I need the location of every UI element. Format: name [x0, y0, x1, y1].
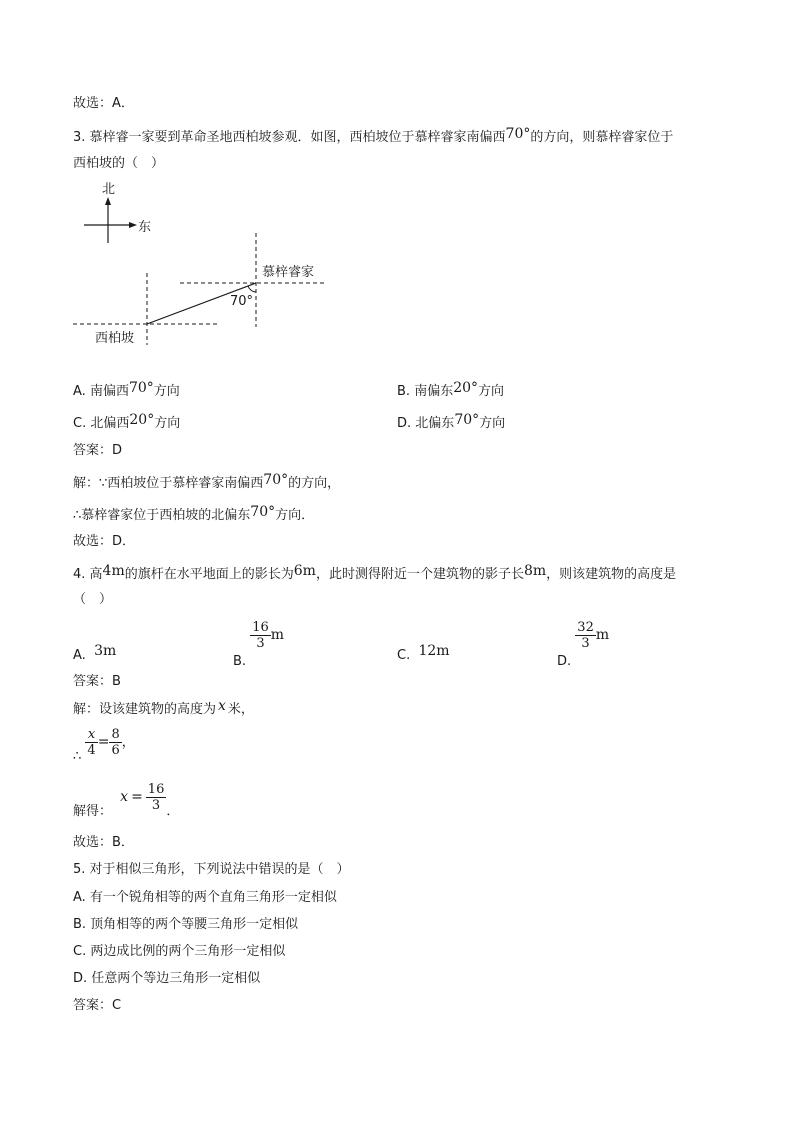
option-angle: 20°	[129, 412, 155, 428]
fraction-denominator: 6	[111, 743, 120, 758]
pole-height: 4m	[102, 563, 125, 579]
left-fraction	[85, 727, 97, 758]
east-label: 东	[138, 220, 152, 235]
fraction-denominator: 3	[146, 797, 167, 813]
fraction-numerator: x	[87, 727, 96, 742]
q4-option-c	[397, 643, 450, 665]
fraction-denominator: 3	[250, 635, 271, 651]
solution-text: 解：∵西柏坡位于慕梓睿家南偏西	[73, 476, 264, 491]
period: ．	[166, 804, 180, 819]
q4-option-a	[73, 643, 117, 665]
q3-stem-text-a: 3. 慕梓睿一家要到革命圣地西柏坡参观．如图，西柏坡位于慕梓睿家南偏西	[73, 130, 506, 145]
fraction-numerator: 16	[252, 620, 269, 635]
q3-option-d	[397, 414, 505, 433]
q5-option-c: C. 两边成比例的两个三角形一定相似	[73, 944, 286, 959]
option-angle: 70°	[128, 380, 154, 396]
solve-variable: x	[120, 789, 129, 805]
stem-text: 4. 高	[73, 567, 103, 582]
stem-text: ，此时测得附近一个建筑物的影子长	[315, 567, 524, 582]
q4-answer: 答案：B	[73, 674, 121, 689]
option-letter: D.	[557, 654, 572, 669]
q5-option-d: D. 任意两个等边三角形一定相似	[73, 971, 261, 986]
option-unit: m	[595, 627, 610, 643]
option-angle: 70°	[454, 412, 480, 428]
option-text: 方向	[154, 416, 181, 431]
option-letter: A.	[73, 648, 86, 663]
q5-option-a: A. 有一个锐角相等的两个直角三角形一定相似	[73, 890, 337, 905]
right-fraction	[109, 727, 121, 758]
option-letter: B.	[397, 384, 411, 399]
stem-text: ，则该建筑物的高度是	[546, 567, 677, 582]
option-letter: C.	[397, 648, 411, 663]
home-label: 慕梓睿家	[262, 265, 315, 280]
solution-text: 的方向，	[288, 476, 341, 491]
q3-answer: 答案：D	[73, 443, 123, 458]
option-value: 12m	[418, 643, 450, 659]
option-text: 方向	[479, 416, 506, 431]
q4-solution-line1	[73, 700, 254, 719]
q4-option-d	[557, 620, 610, 669]
option-value: 3m	[94, 643, 117, 659]
q3-choice: 故选：D．	[73, 534, 136, 549]
solve-label: 解得：	[73, 804, 113, 819]
fraction-numerator: 16	[147, 782, 165, 797]
option-text: 南偏东	[414, 384, 454, 399]
equals-sign: =	[97, 734, 110, 750]
stem-text: 的旗杆在水平地面上的影长为	[124, 567, 294, 582]
fraction-denominator: 4	[87, 743, 96, 758]
solution-variable: x	[218, 698, 226, 714]
pole-shadow: 6m	[293, 563, 316, 579]
q3-stem-line1	[73, 128, 673, 147]
option-text: 方向	[153, 384, 180, 399]
q3-stem-text-b: 的方向，则慕梓睿家位于	[530, 130, 674, 145]
option-text: 北偏东	[415, 416, 455, 431]
solution-angle: 70°	[250, 504, 276, 520]
east-arrowhead	[129, 222, 137, 228]
fraction-denominator: 3	[575, 635, 596, 651]
comma: ，	[121, 735, 135, 750]
option-angle: 20°	[453, 380, 479, 396]
fraction-numerator: 32	[577, 620, 594, 635]
option-fraction	[250, 620, 271, 651]
option-letter: B.	[233, 654, 247, 669]
q4-option-b	[233, 620, 285, 669]
option-text: 北偏西	[90, 416, 130, 431]
q4-choice: 故选：B．	[73, 835, 134, 850]
building-shadow: 8m	[523, 563, 547, 579]
option-letter: C.	[73, 416, 87, 431]
solution-text: 米，	[227, 702, 254, 717]
q5-stem: 5. 对于相似三角形，下列说法中错误的是（ ）	[73, 862, 350, 877]
equals-sign: =	[131, 789, 143, 805]
q4-stem-line1	[73, 565, 676, 584]
angle-arc	[248, 286, 256, 292]
q3-solution-line2	[73, 506, 314, 525]
option-letter: D.	[397, 416, 412, 431]
q4-stem-line2: （ ）	[73, 592, 113, 607]
q5-answer: 答案：C	[73, 998, 122, 1013]
q4-solve-line	[73, 782, 180, 819]
q5-option-b: B. 顶角相等的两个等腰三角形一定相似	[73, 917, 299, 932]
angle-label: 70°	[230, 294, 254, 309]
north-label: 北	[102, 182, 116, 197]
xibaipo-label: 西柏坡	[95, 331, 135, 346]
solution-text: 解：设该建筑物的高度为	[73, 702, 217, 717]
solution-text: 方向．	[275, 508, 315, 523]
option-text: 南偏西	[89, 384, 129, 399]
solution-angle: 70°	[263, 472, 289, 488]
solve-fraction	[146, 782, 167, 813]
fraction-numerator: 8	[111, 727, 120, 742]
q3-option-b	[397, 382, 504, 401]
option-text: 方向	[478, 384, 505, 399]
option-fraction	[575, 620, 596, 651]
north-arrowhead	[105, 197, 111, 205]
option-letter: A.	[73, 384, 86, 399]
option-unit: m	[270, 627, 285, 643]
q3-option-a	[73, 382, 180, 401]
q2-choice: 故选：A．	[73, 96, 134, 111]
q3-solution-line1	[73, 474, 340, 493]
therefore-symbol: ∴	[73, 749, 82, 764]
q3-stem-angle: 70°	[505, 126, 531, 142]
solution-text: ∴慕梓睿家位于西柏坡的北偏东	[73, 508, 251, 523]
q3-direction-figure	[70, 175, 340, 355]
q4-proportion-equation	[73, 727, 135, 764]
q3-stem-line2: 西柏坡的（ ）	[73, 156, 165, 171]
q3-option-c	[73, 414, 180, 433]
